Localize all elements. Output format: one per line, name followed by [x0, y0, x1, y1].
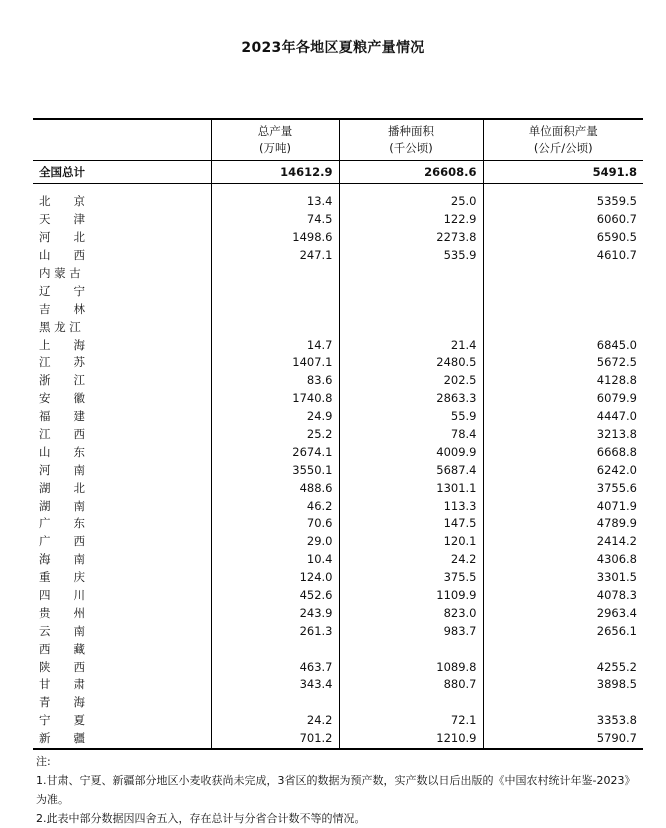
region-cell: 福 建 — [39, 409, 85, 424]
output-cell: 70.6 — [211, 515, 339, 533]
table-row — [33, 694, 643, 712]
yield-cell: 3898.5 — [483, 676, 643, 694]
area-cell: 4009.9 — [339, 443, 483, 461]
notes-label: 注: — [36, 755, 51, 768]
output-cell: 247.1 — [211, 247, 339, 265]
yield-cell: 2656.1 — [483, 622, 643, 640]
output-cell: 1407.1 — [211, 354, 339, 372]
region-cell: 北 京 — [39, 194, 85, 209]
table-row — [33, 587, 643, 605]
table-row — [33, 730, 643, 749]
region-cell: 河 北 — [39, 230, 85, 245]
area-cell — [339, 265, 483, 283]
output-cell: 1740.8 — [211, 390, 339, 408]
area-cell: 202.5 — [339, 372, 483, 390]
yield-cell: 4789.9 — [483, 515, 643, 533]
area-cell: 72.1 — [339, 712, 483, 730]
table-row — [33, 336, 643, 354]
yield-cell: 3755.6 — [483, 479, 643, 497]
area-cell: 1089.8 — [339, 658, 483, 676]
yield-cell — [483, 318, 643, 336]
output-cell — [211, 318, 339, 336]
area-cell: 2863.3 — [339, 390, 483, 408]
yield-cell: 6242.0 — [483, 461, 643, 479]
output-cell — [211, 265, 339, 283]
yield-cell: 4306.8 — [483, 551, 643, 569]
yield-cell: 3353.8 — [483, 712, 643, 730]
area-cell: 1301.1 — [339, 479, 483, 497]
table-row — [33, 408, 643, 426]
region-cell: 上 海 — [39, 337, 85, 352]
table-row — [33, 443, 643, 461]
table-row — [33, 515, 643, 533]
area-cell: 24.2 — [339, 551, 483, 569]
region-cell: 宁 夏 — [39, 713, 85, 728]
table-row — [33, 533, 643, 551]
area-cell: 147.5 — [339, 515, 483, 533]
region-cell: 天 津 — [39, 212, 85, 227]
area-cell — [339, 282, 483, 300]
area-cell: 823.0 — [339, 604, 483, 622]
area-cell: 122.9 — [339, 211, 483, 229]
region-cell: 浙 江 — [39, 373, 85, 388]
region-cell: 广 西 — [39, 534, 85, 549]
header-output: 总产量 (万吨) — [211, 119, 339, 161]
table-row — [33, 426, 643, 444]
output-cell: 29.0 — [211, 533, 339, 551]
header-region — [33, 119, 211, 161]
output-cell: 13.4 — [211, 193, 339, 211]
output-cell: 1498.6 — [211, 229, 339, 247]
table-row — [33, 604, 643, 622]
area-cell — [339, 300, 483, 318]
region-cell: 陕 西 — [39, 659, 85, 674]
region-cell: 江 苏 — [39, 355, 85, 370]
output-cell: 2674.1 — [211, 443, 339, 461]
region-cell: 青 海 — [39, 695, 85, 710]
region-cell: 贵 州 — [39, 605, 85, 620]
note-2: 2.此表中部分数据因四舍五入，存在总计与分省合计数不等的情况。 — [36, 812, 366, 825]
area-cell: 78.4 — [339, 426, 483, 444]
output-cell — [211, 694, 339, 712]
table-row — [33, 354, 643, 372]
note-1: 1.甘肃、宁夏、新疆部分地区小麦收获尚未完成，3省区的数据为预产数，实产数以日后出版的《中国农村统计年鉴-2023》为准。 — [36, 774, 636, 806]
region-cell: 湖 北 — [39, 480, 85, 495]
total-region: 全国总计 — [33, 161, 211, 184]
output-cell: 243.9 — [211, 604, 339, 622]
table-row — [33, 193, 643, 211]
area-cell: 1109.9 — [339, 587, 483, 605]
table-row — [33, 265, 643, 283]
table-row — [33, 569, 643, 587]
region-cell: 江 西 — [39, 427, 85, 442]
yield-cell: 6668.8 — [483, 443, 643, 461]
yield-cell: 2414.2 — [483, 533, 643, 551]
region-cell: 云 南 — [39, 623, 85, 638]
yield-cell: 3301.5 — [483, 569, 643, 587]
total-yield: 5491.8 — [483, 161, 643, 184]
output-cell: 10.4 — [211, 551, 339, 569]
region-cell: 内 蒙 古 — [39, 266, 81, 280]
table-row — [33, 247, 643, 265]
output-cell: 488.6 — [211, 479, 339, 497]
region-cell: 山 东 — [39, 444, 85, 459]
region-cell: 黑 龙 江 — [39, 319, 81, 334]
header-row — [33, 119, 643, 161]
output-cell: 25.2 — [211, 426, 339, 444]
total-row — [33, 161, 643, 184]
table-row — [33, 461, 643, 479]
area-cell: 375.5 — [339, 569, 483, 587]
region-cell: 海 南 — [39, 552, 85, 567]
region-cell: 甘 肃 — [39, 677, 85, 692]
notes — [36, 752, 636, 828]
table-row — [33, 640, 643, 658]
output-cell: 124.0 — [211, 569, 339, 587]
yield-cell — [483, 282, 643, 300]
table-row — [33, 282, 643, 300]
yield-cell: 2963.4 — [483, 604, 643, 622]
yield-cell: 5672.5 — [483, 354, 643, 372]
table-row — [33, 551, 643, 569]
yield-cell: 5790.7 — [483, 730, 643, 749]
area-cell: 25.0 — [339, 193, 483, 211]
area-cell: 2480.5 — [339, 354, 483, 372]
output-cell: 14.7 — [211, 336, 339, 354]
output-cell — [211, 640, 339, 658]
output-cell: 74.5 — [211, 211, 339, 229]
output-cell: 3550.1 — [211, 461, 339, 479]
area-cell: 55.9 — [339, 408, 483, 426]
yield-cell: 3213.8 — [483, 426, 643, 444]
total-output: 14612.9 — [211, 161, 339, 184]
page-title: 2023年各地区夏粮产量情况 — [241, 40, 425, 56]
output-cell: 463.7 — [211, 658, 339, 676]
output-cell — [211, 282, 339, 300]
region-cell: 西 藏 — [39, 641, 85, 656]
area-cell: 5687.4 — [339, 461, 483, 479]
area-cell: 983.7 — [339, 622, 483, 640]
spacer-row — [33, 184, 643, 194]
yield-cell: 4255.2 — [483, 658, 643, 676]
region-cell: 山 西 — [39, 248, 85, 263]
output-cell: 452.6 — [211, 587, 339, 605]
area-cell: 120.1 — [339, 533, 483, 551]
yield-cell: 6590.5 — [483, 229, 643, 247]
area-cell: 1210.9 — [339, 730, 483, 749]
yield-cell — [483, 640, 643, 658]
area-cell: 113.3 — [339, 497, 483, 515]
table-row — [33, 712, 643, 730]
region-cell: 湖 南 — [39, 498, 85, 513]
region-cell: 吉 林 — [39, 301, 85, 316]
total-area: 26608.6 — [339, 161, 483, 184]
table-row — [33, 372, 643, 390]
region-cell: 四 川 — [39, 588, 85, 603]
region-cell: 河 南 — [39, 462, 85, 477]
area-cell: 535.9 — [339, 247, 483, 265]
output-cell: 343.4 — [211, 676, 339, 694]
yield-cell: 4128.8 — [483, 372, 643, 390]
yield-cell: 4610.7 — [483, 247, 643, 265]
header-yield: 单位面积产量 (公斤/公顷) — [483, 119, 643, 161]
output-cell: 83.6 — [211, 372, 339, 390]
area-cell — [339, 318, 483, 336]
yield-cell — [483, 300, 643, 318]
table-row — [33, 622, 643, 640]
table-row — [33, 211, 643, 229]
yield-cell — [483, 265, 643, 283]
region-cell: 广 东 — [39, 516, 85, 531]
output-cell — [211, 300, 339, 318]
header-area: 播种面积 (千公顷) — [339, 119, 483, 161]
table-row — [33, 479, 643, 497]
output-cell: 46.2 — [211, 497, 339, 515]
area-cell — [339, 694, 483, 712]
area-cell: 880.7 — [339, 676, 483, 694]
table-row — [33, 390, 643, 408]
output-cell: 261.3 — [211, 622, 339, 640]
output-cell: 24.2 — [211, 712, 339, 730]
region-cell: 新 疆 — [33, 730, 211, 749]
yield-cell: 6845.0 — [483, 336, 643, 354]
output-cell: 24.9 — [211, 408, 339, 426]
table-row — [33, 497, 643, 515]
yield-cell: 4071.9 — [483, 497, 643, 515]
yield-cell: 5359.5 — [483, 193, 643, 211]
yield-cell — [483, 694, 643, 712]
yield-cell: 6060.7 — [483, 211, 643, 229]
region-cell: 安 徽 — [39, 391, 85, 406]
output-cell: 701.2 — [211, 730, 339, 749]
table-row — [33, 300, 643, 318]
yield-cell: 4447.0 — [483, 408, 643, 426]
area-cell: 21.4 — [339, 336, 483, 354]
yield-cell: 4078.3 — [483, 587, 643, 605]
yield-cell: 6079.9 — [483, 390, 643, 408]
table-row — [33, 658, 643, 676]
region-cell: 重 庆 — [39, 570, 85, 585]
table-row — [33, 676, 643, 694]
area-cell — [339, 640, 483, 658]
region-cell: 辽 宁 — [39, 283, 85, 298]
table-row — [33, 318, 643, 336]
table-row — [33, 229, 643, 247]
area-cell: 2273.8 — [339, 229, 483, 247]
summer-grain-table — [33, 118, 643, 750]
